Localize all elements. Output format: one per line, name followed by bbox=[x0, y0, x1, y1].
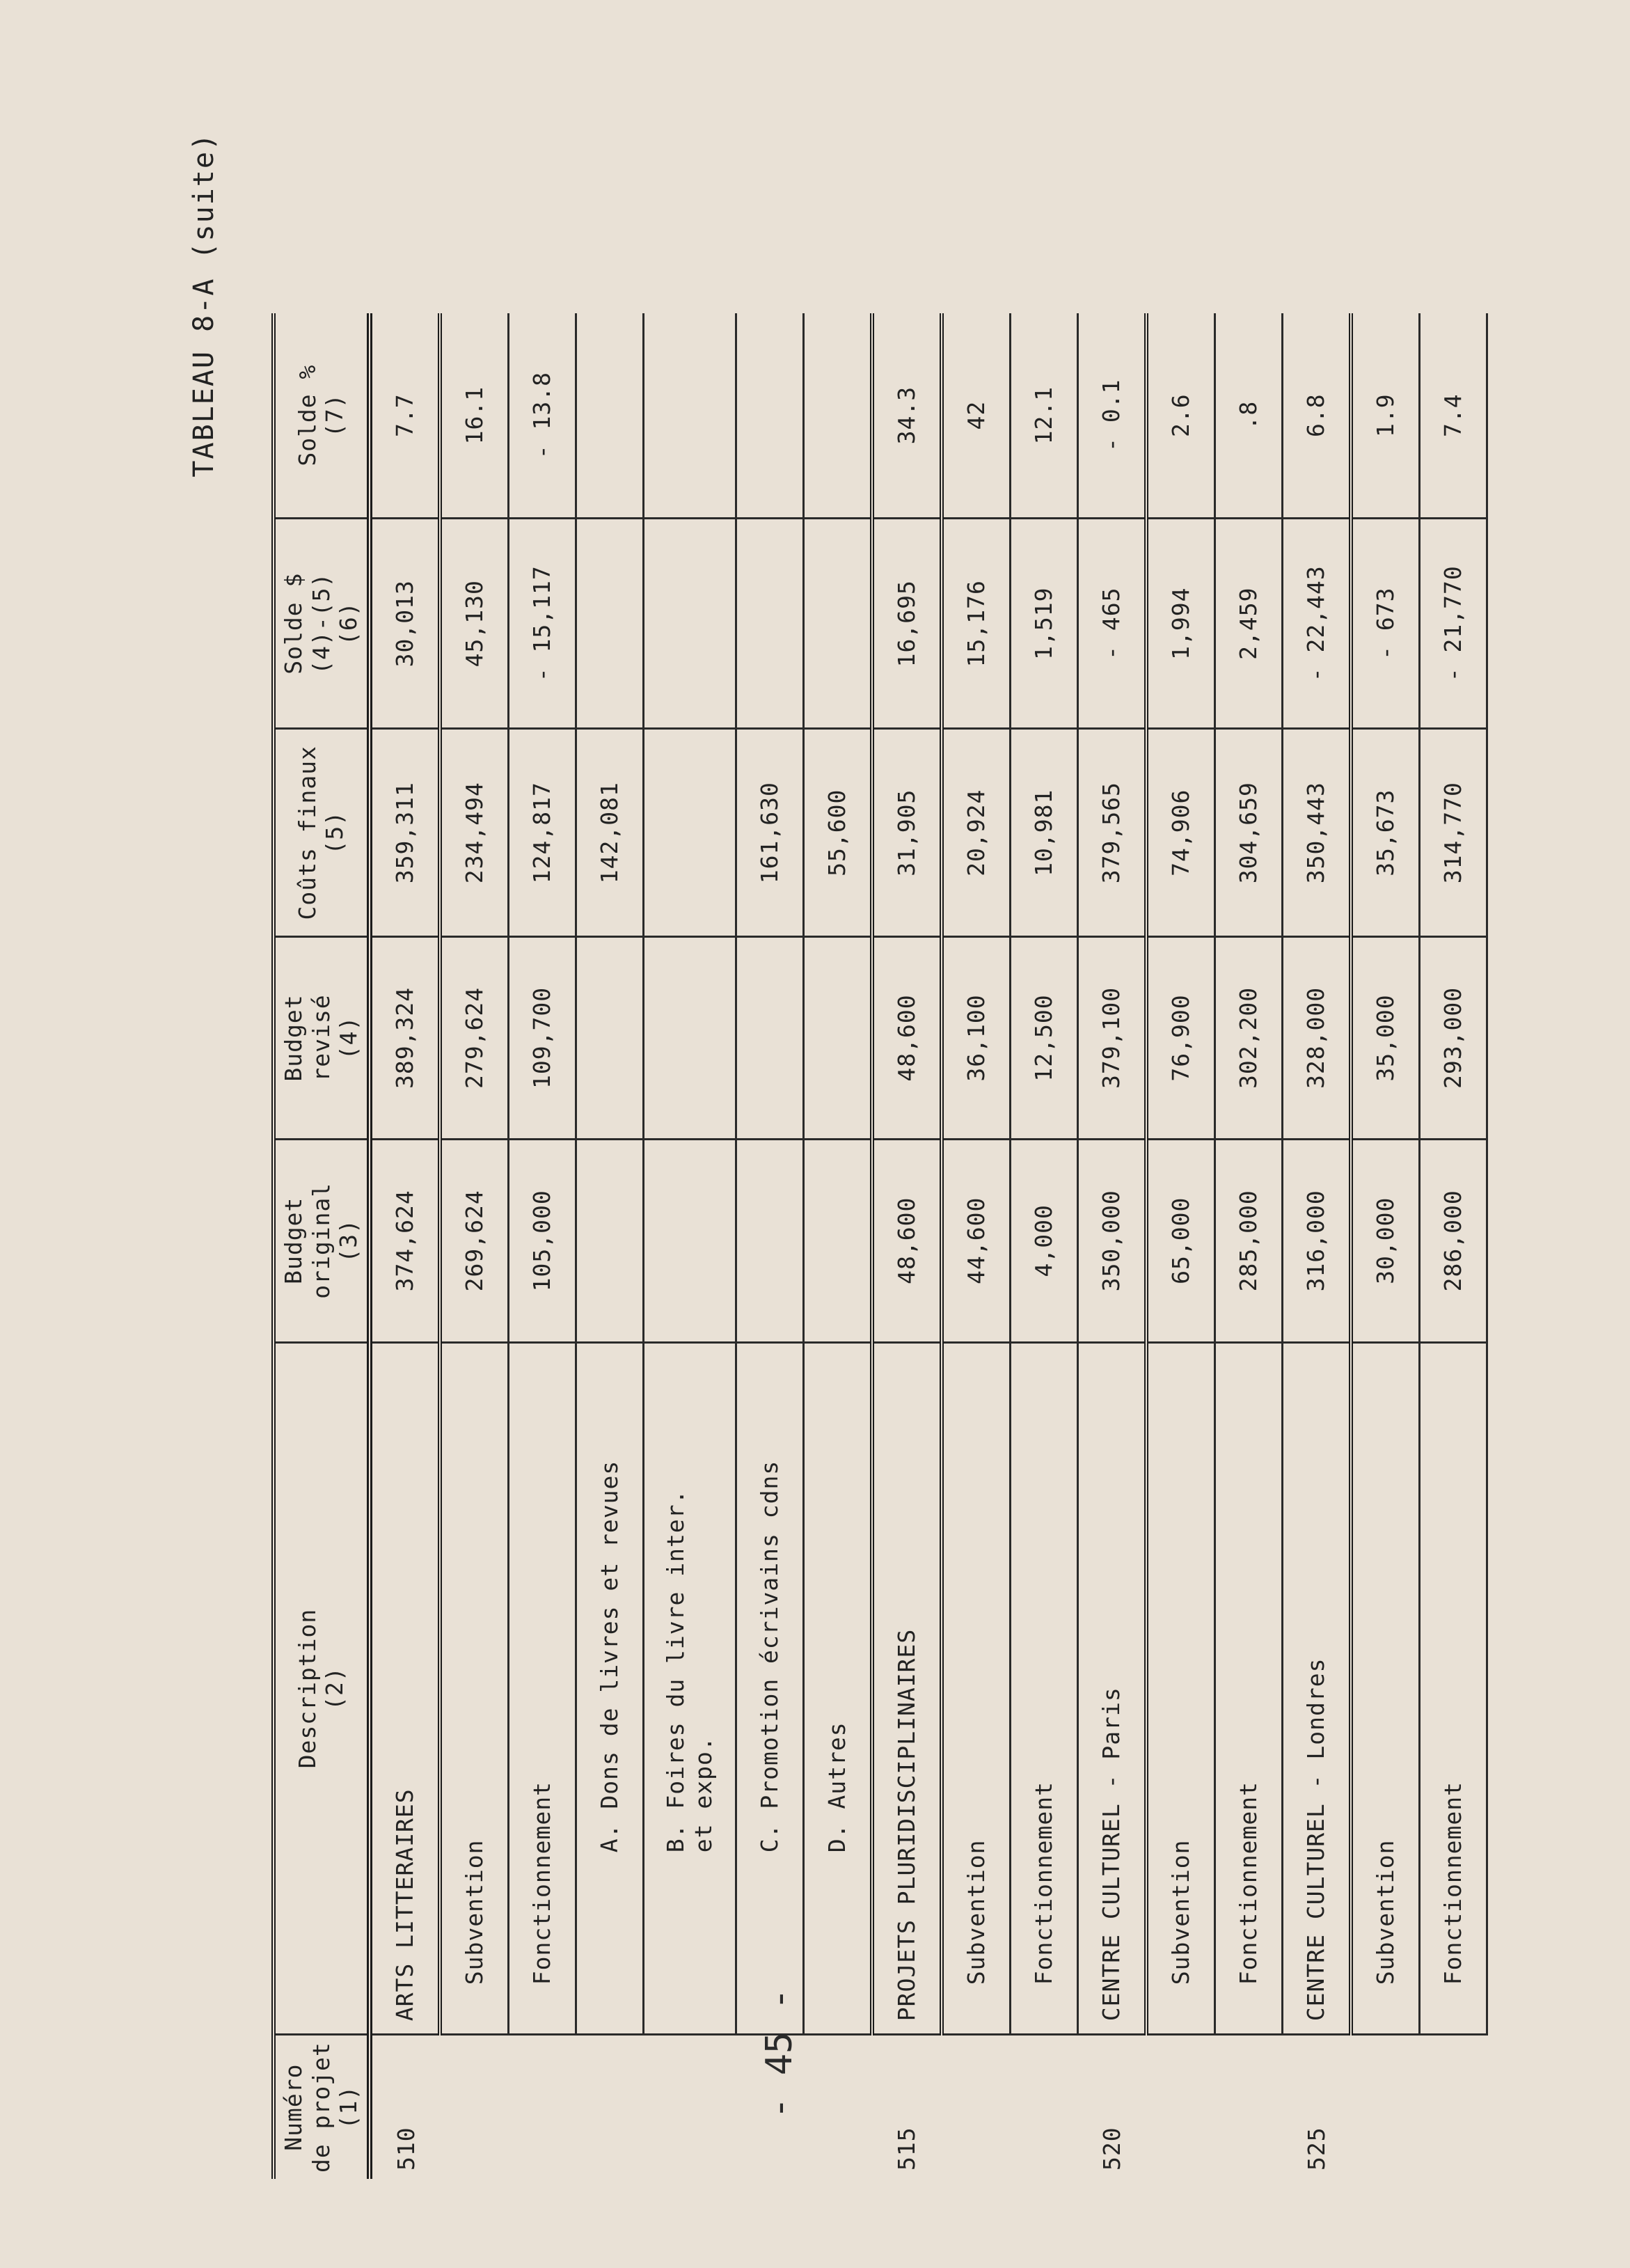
project-number: 520 bbox=[1098, 2127, 1126, 2171]
budget-revise: 35,000 bbox=[1351, 937, 1420, 1139]
budget-original: 48,600 bbox=[872, 1139, 942, 1342]
budget-original: 30,000 bbox=[1351, 1139, 1420, 1342]
budget-original bbox=[803, 1139, 872, 1342]
budget-original bbox=[576, 1139, 643, 1342]
solde-dollars: - 673 bbox=[1351, 519, 1420, 729]
project-number: 525 bbox=[1303, 2127, 1331, 2171]
description: Fonctionnement bbox=[1419, 1342, 1487, 2034]
budget-original: 286,000 bbox=[1419, 1139, 1487, 1342]
solde-pourcent: 2.6 bbox=[1146, 313, 1215, 519]
couts-finaux: 234,494 bbox=[440, 729, 509, 937]
couts-finaux: 350,443 bbox=[1282, 729, 1351, 937]
description: D. Autres bbox=[803, 1342, 872, 2034]
table-title: TABLEAU 8-A (suite) bbox=[188, 132, 220, 478]
solde-pourcent: 12.1 bbox=[1010, 313, 1077, 519]
header-budget-original: Budget original (3) bbox=[274, 1139, 370, 1342]
description: Subvention bbox=[1146, 1342, 1215, 2034]
solde-dollars: 45,130 bbox=[440, 519, 509, 729]
description: Fonctionnement bbox=[508, 1342, 576, 2034]
project-number bbox=[576, 2035, 643, 2179]
budget-original: 374,624 bbox=[370, 1139, 440, 1342]
project-number bbox=[643, 2035, 736, 2179]
table-row bbox=[1010, 313, 1077, 2179]
couts-finaux: 359,311 bbox=[370, 729, 440, 937]
couts-finaux: 314,770 bbox=[1419, 729, 1487, 937]
project-number bbox=[1351, 2035, 1420, 2179]
table-row bbox=[643, 313, 736, 2179]
budget-revise: 279,624 bbox=[440, 937, 509, 1139]
project-number bbox=[1010, 2035, 1077, 2179]
budget-revise: 328,000 bbox=[1282, 937, 1351, 1139]
solde-dollars: - 15,117 bbox=[508, 519, 576, 729]
budget-original: 105,000 bbox=[508, 1139, 576, 1342]
description: ARTS LITTERAIRES bbox=[370, 1342, 440, 2034]
couts-finaux: 74,906 bbox=[1146, 729, 1215, 937]
solde-pourcent bbox=[576, 313, 643, 519]
budget-revise bbox=[803, 937, 872, 1139]
couts-finaux: 161,630 bbox=[736, 729, 803, 937]
project-number: 515 bbox=[893, 2127, 921, 2171]
budget-revise: 379,100 bbox=[1077, 937, 1146, 1139]
solde-dollars: 30,013 bbox=[370, 519, 440, 729]
description: B. Foires du livre inter. et expo. bbox=[643, 1342, 736, 2034]
table-row bbox=[508, 313, 576, 2179]
project-number bbox=[1214, 2035, 1282, 2179]
solde-dollars: 16,695 bbox=[872, 519, 942, 729]
solde-dollars: 2,459 bbox=[1214, 519, 1282, 729]
solde-pourcent: - 13.8 bbox=[508, 313, 576, 519]
project-number bbox=[736, 2035, 803, 2179]
budget-original: 44,600 bbox=[942, 1139, 1011, 1342]
solde-dollars: 1,994 bbox=[1146, 519, 1215, 729]
solde-pourcent bbox=[736, 313, 803, 519]
solde-dollars: 15,176 bbox=[942, 519, 1011, 729]
budget-revise bbox=[736, 937, 803, 1139]
project-number bbox=[1146, 2035, 1215, 2179]
description: CENTRE CULTUREL - Londres bbox=[1282, 1342, 1351, 2034]
couts-finaux bbox=[643, 729, 736, 937]
budget-original: 269,624 bbox=[440, 1139, 509, 1342]
description: Subvention bbox=[1351, 1342, 1420, 2034]
solde-pourcent: 42 bbox=[942, 313, 1011, 519]
project-number bbox=[508, 2035, 576, 2179]
couts-finaux: 124,817 bbox=[508, 729, 576, 937]
header-solde-pourcent: Solde % (7) bbox=[274, 313, 370, 519]
budget-revise: 48,600 bbox=[872, 937, 942, 1139]
project-number bbox=[942, 2035, 1011, 2179]
budget-revise: 76,900 bbox=[1146, 937, 1215, 1139]
solde-pourcent: 7.4 bbox=[1419, 313, 1487, 519]
budget-revise: 389,324 bbox=[370, 937, 440, 1139]
budget-original: 316,000 bbox=[1282, 1139, 1351, 1342]
couts-finaux: 304,659 bbox=[1214, 729, 1282, 937]
description: C. Promotion écrivains cdns bbox=[736, 1342, 803, 2034]
project-number bbox=[803, 2035, 872, 2179]
solde-pourcent bbox=[643, 313, 736, 519]
table-row bbox=[1351, 313, 1420, 2179]
solde-dollars bbox=[576, 519, 643, 729]
table-row bbox=[1077, 313, 1146, 2179]
table-row bbox=[440, 313, 509, 2179]
solde-pourcent: 16.1 bbox=[440, 313, 509, 519]
project-number bbox=[440, 2035, 509, 2179]
project-number: 510 bbox=[392, 2127, 420, 2171]
header-description: Description (2) bbox=[274, 1342, 370, 2034]
header-numero: Numéro de projet (1) bbox=[274, 2035, 370, 2179]
solde-pourcent: 1.9 bbox=[1351, 313, 1420, 519]
couts-finaux: 31,905 bbox=[872, 729, 942, 937]
solde-dollars bbox=[736, 519, 803, 729]
table-row bbox=[803, 313, 872, 2179]
header-couts-finaux: Coûts finaux (5) bbox=[274, 729, 370, 937]
couts-finaux: 379,565 bbox=[1077, 729, 1146, 937]
budget-original: 65,000 bbox=[1146, 1139, 1215, 1342]
solde-dollars: 1,519 bbox=[1010, 519, 1077, 729]
solde-dollars bbox=[803, 519, 872, 729]
solde-dollars: - 465 bbox=[1077, 519, 1146, 729]
couts-finaux: 55,600 bbox=[803, 729, 872, 937]
solde-pourcent: 6.8 bbox=[1282, 313, 1351, 519]
table-row bbox=[1419, 313, 1487, 2179]
solde-pourcent: 7.7 bbox=[370, 313, 440, 519]
table-row bbox=[1146, 313, 1215, 2179]
table-row bbox=[736, 313, 803, 2179]
table-row bbox=[1282, 313, 1351, 2179]
couts-finaux: 35,673 bbox=[1351, 729, 1420, 937]
budget-original: 285,000 bbox=[1214, 1139, 1282, 1342]
budget-revise bbox=[643, 937, 736, 1139]
budget-original: 4,000 bbox=[1010, 1139, 1077, 1342]
budget-original bbox=[736, 1139, 803, 1342]
table-row bbox=[1214, 313, 1282, 2179]
page-number: - 45 - bbox=[759, 1988, 800, 2119]
table-row bbox=[370, 313, 440, 2179]
budget-original bbox=[643, 1139, 736, 1342]
header-row bbox=[274, 313, 370, 2179]
budget-revise: 293,000 bbox=[1419, 937, 1487, 1139]
budget-table bbox=[271, 313, 1488, 2179]
budget-revise: 12,500 bbox=[1010, 937, 1077, 1139]
project-number bbox=[1419, 2035, 1487, 2179]
solde-dollars: - 22,443 bbox=[1282, 519, 1351, 729]
description: Fonctionnement bbox=[1214, 1342, 1282, 2034]
description: Subvention bbox=[942, 1342, 1011, 2034]
header-solde-dollars: Solde $ (4)-(5) (6) bbox=[274, 519, 370, 729]
solde-pourcent bbox=[803, 313, 872, 519]
budget-original: 350,000 bbox=[1077, 1139, 1146, 1342]
rotated-table-area bbox=[188, 118, 1496, 2179]
description: A. Dons de livres et revues bbox=[576, 1342, 643, 2034]
solde-pourcent: .8 bbox=[1214, 313, 1282, 519]
budget-revise: 36,100 bbox=[942, 937, 1011, 1139]
description: Fonctionnement bbox=[1010, 1342, 1077, 2034]
solde-pourcent: 34.3 bbox=[872, 313, 942, 519]
couts-finaux: 10,981 bbox=[1010, 729, 1077, 937]
description: Subvention bbox=[440, 1342, 509, 2034]
table-row bbox=[942, 313, 1011, 2179]
budget-revise: 109,700 bbox=[508, 937, 576, 1139]
couts-finaux: 20,924 bbox=[942, 729, 1011, 937]
solde-pourcent: - 0.1 bbox=[1077, 313, 1146, 519]
solde-dollars bbox=[643, 519, 736, 729]
description: CENTRE CULTUREL - Paris bbox=[1077, 1342, 1146, 2034]
budget-revise bbox=[576, 937, 643, 1139]
couts-finaux: 142,081 bbox=[576, 729, 643, 937]
table-row bbox=[872, 313, 942, 2179]
budget-revise: 302,200 bbox=[1214, 937, 1282, 1139]
solde-dollars: - 21,770 bbox=[1419, 519, 1487, 729]
header-budget-revise: Budget revisé (4) bbox=[274, 937, 370, 1139]
table-row bbox=[576, 313, 643, 2179]
description: PROJETS PLURIDISCIPLINAIRES bbox=[872, 1342, 942, 2034]
